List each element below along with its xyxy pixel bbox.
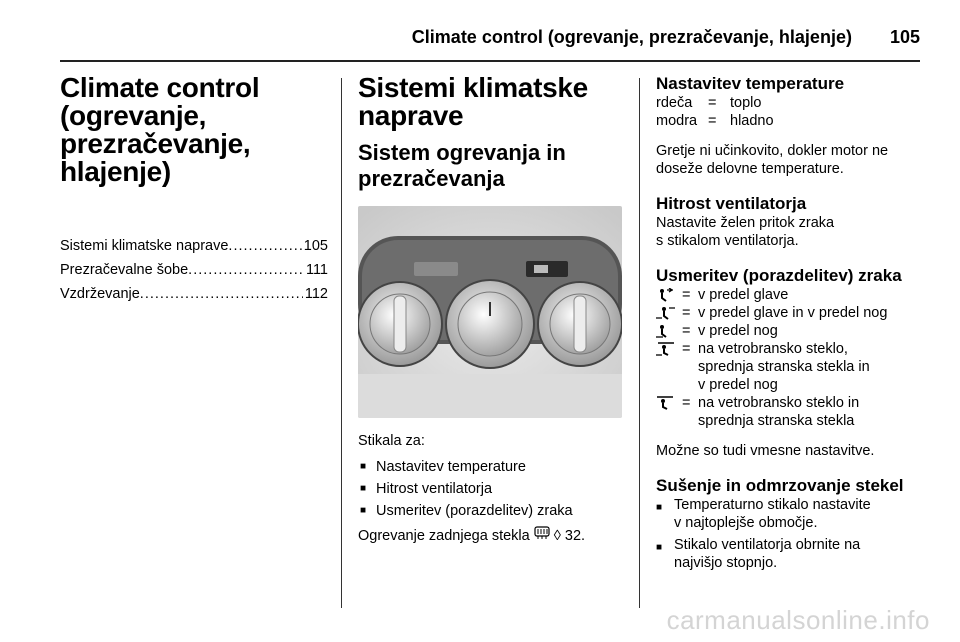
toc-entry[interactable]: Vzdrževanje ..... 112 [60,282,328,306]
air-distribution-note: Možne so tudi vmesne nastavitve. [656,443,875,459]
defrost-list [656,496,926,572]
air-distribution-row: = v predel glave in v predel nog [656,304,926,322]
header-rule [60,60,920,62]
rear-window-heating-note: Ogrevanje zadnjega stekla ◊ 32. [358,527,586,544]
air-distribution-row: = v predel nog [656,322,926,340]
subsection-title: Sistem ogrevanja in prezračevanja [358,140,566,191]
page-reference-arrow-icon: ◊ [553,527,561,544]
air-distribution-heading: Usmeritev (porazdelitev) zraka [656,266,902,285]
air-distribution-row: = na vetrobransko steklo in sprednja stranska stekla [656,394,926,430]
toc-entry[interactable]: Prezračevalne šobe ..... 111 [60,258,328,282]
list-item: ■ Nastavitev temperature [360,459,526,475]
list-item: ■ Usmeritev (porazdelitev) zraka [360,503,573,519]
windshield-icon [656,394,682,430]
section-title: Sistemi klimatske naprave [358,72,588,131]
column-divider [341,78,342,608]
page-reference[interactable]: 32. [564,527,586,544]
fan-heading: Hitrost ventilatorja [656,194,807,213]
definition-row: rdeča = toplo [656,95,762,111]
temperature-heading: Nastavitev temperature [656,74,845,93]
head-icon [656,286,682,304]
header-title: Climate control (ogrevanje, prezračevanje, hlajenje) [411,26,852,47]
page-number: 105 [889,26,920,47]
defrost-heading: Sušenje in odmrzovanje stekel [656,476,904,495]
air-distribution-row: = v predel glave [656,286,926,304]
chapter-title: Climate control (ogrevanje, prezračevanje, hlajenje) [60,72,260,187]
switch-list [358,456,624,522]
toc-entry[interactable]: Sistemi klimatske naprave ..... 105 [60,234,328,258]
fan-text: Nastavite želen pritok zraka s stikalom ventilatorja. [656,215,835,249]
switches-intro: Stikala za: [358,433,425,449]
column-right [656,74,926,572]
air-distribution-row: = na vetrobransko steklo, sprednja stranska stekla in v predel nog [656,340,926,394]
air-distribution-list [656,286,926,430]
list-item: ■ Stikalo ventilatorja obrnite na najvišjo stopnjo. [656,537,861,571]
definition-row: modra = hladno [656,113,774,129]
list-item: ■ Temperaturno stikalo nastavite v najtoplejše območje. [656,497,871,531]
column-middle [358,74,624,545]
temperature-note: Gretje ni učinkovito, dokler motor ne doseže delovne temperature. [656,143,889,177]
rear-defrost-icon [534,526,550,545]
feet-icon [656,322,682,340]
list-item: ■ Hitrost ventilatorja [360,481,493,497]
head-feet-icon [656,304,682,322]
column-left [60,74,328,306]
climate-control-panel-photo [358,206,622,418]
column-divider [639,78,640,608]
running-header [60,22,920,52]
windshield-feet-icon [656,340,682,394]
watermark: carmanualsonline.info [666,605,930,635]
table-of-contents [60,234,328,306]
